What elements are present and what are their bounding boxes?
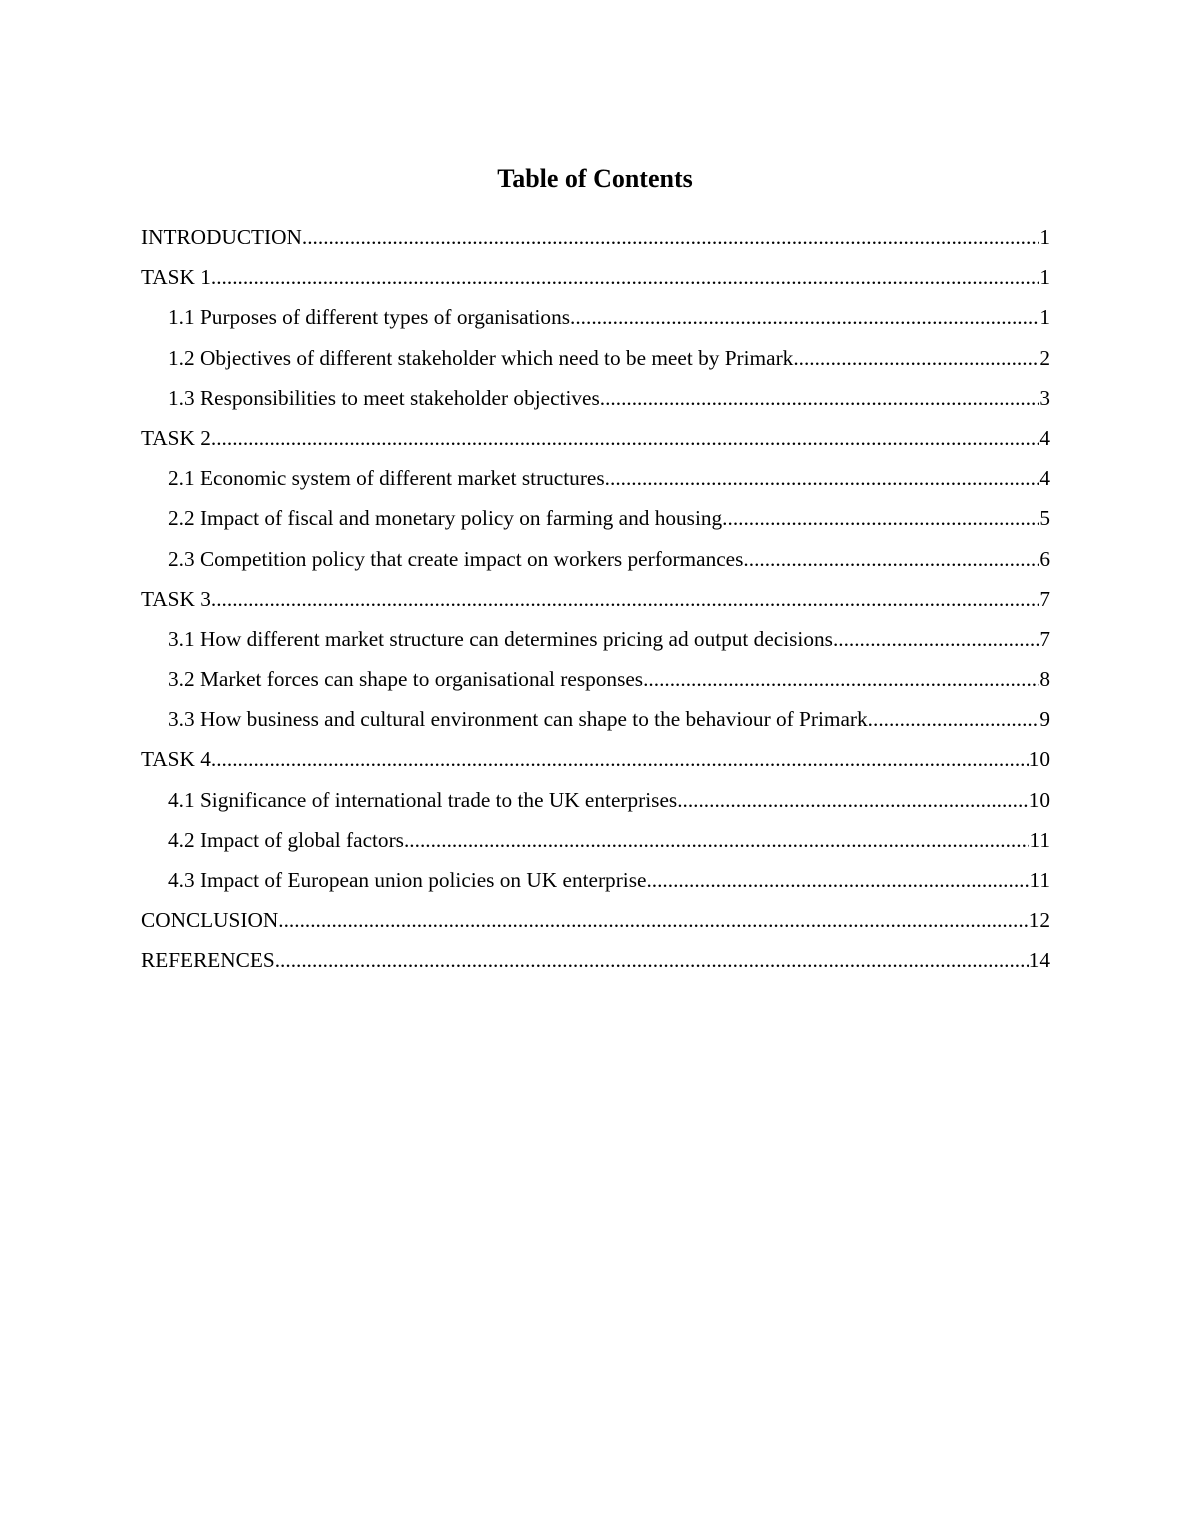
toc-dot-leader xyxy=(833,620,1039,658)
toc-entry-page-number: 1 xyxy=(1039,265,1050,290)
toc-entry-page-number: 8 xyxy=(1039,667,1050,692)
toc-entry-title: 2.1 Economic system of different market structures xyxy=(168,466,605,491)
toc-entry[interactable] xyxy=(141,781,1050,821)
toc-dot-leader xyxy=(404,821,1030,859)
toc-entry-title: 4.2 Impact of global factors xyxy=(168,827,404,852)
toc-entry-page-number: 1 xyxy=(1039,225,1050,249)
toc-dot-leader xyxy=(677,781,1029,819)
toc-dot-leader xyxy=(211,419,1039,457)
toc-entry[interactable] xyxy=(141,499,1050,539)
toc-dot-leader xyxy=(600,379,1040,417)
toc-entry-page-number: 10 xyxy=(1028,787,1050,812)
toc-entry[interactable] xyxy=(141,740,1050,780)
toc-entry-title: CONCLUSION xyxy=(141,908,279,933)
toc-entry[interactable] xyxy=(141,298,1050,338)
toc-entry[interactable] xyxy=(141,379,1050,419)
toc-entry-page-number: 9 xyxy=(1039,707,1050,732)
toc-entry-page-number: 11 xyxy=(1029,868,1050,892)
toc-entry[interactable] xyxy=(141,861,1050,901)
toc-dot-leader xyxy=(605,459,1040,497)
toc-entry[interactable] xyxy=(141,258,1050,298)
toc-dot-leader xyxy=(278,901,1028,939)
toc-dot-leader xyxy=(211,258,1039,296)
toc-entry-title: 1.3 Responsibilities to meet stakeholder objectives xyxy=(168,385,600,410)
toc-dot-leader xyxy=(275,941,1029,979)
toc-dot-leader xyxy=(743,540,1039,578)
toc-title: Table of Contents xyxy=(497,164,693,193)
toc-entry-title: TASK 2 xyxy=(141,425,211,450)
toc-entry-title: TASK 3 xyxy=(141,586,211,611)
toc-entry-title: INTRODUCTION xyxy=(141,225,302,249)
toc-entry[interactable] xyxy=(141,218,1050,258)
toc-entry-page-number: 4 xyxy=(1039,466,1050,491)
toc-entry[interactable] xyxy=(141,620,1050,660)
toc-entry[interactable] xyxy=(141,660,1050,700)
toc-entry[interactable] xyxy=(141,901,1050,941)
toc-dot-leader xyxy=(211,580,1039,618)
toc-dot-leader xyxy=(722,499,1039,537)
toc-entry-page-number: 14 xyxy=(1028,948,1050,973)
toc-entry-page-number: 4 xyxy=(1039,425,1050,450)
toc-entry-page-number: 2 xyxy=(1039,345,1050,370)
toc-dot-leader xyxy=(302,218,1039,256)
toc-entry[interactable] xyxy=(141,459,1050,499)
toc-entry[interactable] xyxy=(141,821,1050,861)
toc-entry[interactable] xyxy=(141,419,1050,459)
toc-entry-title: 3.2 Market forces can shape to organisational responses xyxy=(168,667,644,692)
toc-entry[interactable] xyxy=(141,700,1050,740)
toc-entry-title: 1.1 Purposes of different types of organisations xyxy=(168,305,571,330)
toc-entry[interactable] xyxy=(141,941,1050,981)
toc-entry-title: 3.1 How different market structure can determines pricing ad output decisions xyxy=(168,626,833,651)
toc-entry-page-number: 12 xyxy=(1028,908,1050,933)
toc-entry-title: 4.3 Impact of European union policies on UK enterprise xyxy=(168,868,647,892)
table-of-contents xyxy=(141,218,1050,982)
toc-entry-page-number: 3 xyxy=(1039,385,1050,410)
toc-entry-title: 4.1 Significance of international trade to the UK enterprises xyxy=(168,787,678,812)
toc-dot-leader xyxy=(793,339,1039,377)
toc-entry-title: 1.2 Objectives of different stakeholder which need to be meet by Primark xyxy=(168,345,794,370)
toc-entry-page-number: 11 xyxy=(1029,827,1050,852)
toc-entry-page-number: 10 xyxy=(1028,747,1050,772)
toc-entry-page-number: 1 xyxy=(1039,305,1050,330)
toc-entry-page-number: 7 xyxy=(1039,626,1050,651)
toc-entry-title: 2.2 Impact of fiscal and monetary policy on farming and housing xyxy=(168,506,723,531)
toc-dot-leader xyxy=(646,861,1029,899)
toc-entry-title: TASK 4 xyxy=(141,747,211,772)
toc-dot-leader xyxy=(570,298,1039,336)
toc-entry-title: 2.3 Competition policy that create impact on workers performances xyxy=(168,546,744,571)
toc-entry[interactable] xyxy=(141,580,1050,620)
toc-entry-page-number: 7 xyxy=(1039,586,1050,611)
toc-entry-title: 3.3 How business and cultural environment can shape to the behaviour of Primark xyxy=(168,707,868,732)
toc-dot-leader xyxy=(643,660,1039,698)
toc-entry[interactable] xyxy=(141,540,1050,580)
toc-dot-leader xyxy=(868,700,1040,738)
toc-entry-title: REFERENCES xyxy=(141,948,275,973)
toc-entry[interactable] xyxy=(141,339,1050,379)
toc-entry-title: TASK 1 xyxy=(141,265,211,290)
toc-entry-page-number: 6 xyxy=(1039,546,1050,571)
toc-entry-page-number: 5 xyxy=(1039,506,1050,531)
toc-dot-leader xyxy=(211,740,1029,778)
